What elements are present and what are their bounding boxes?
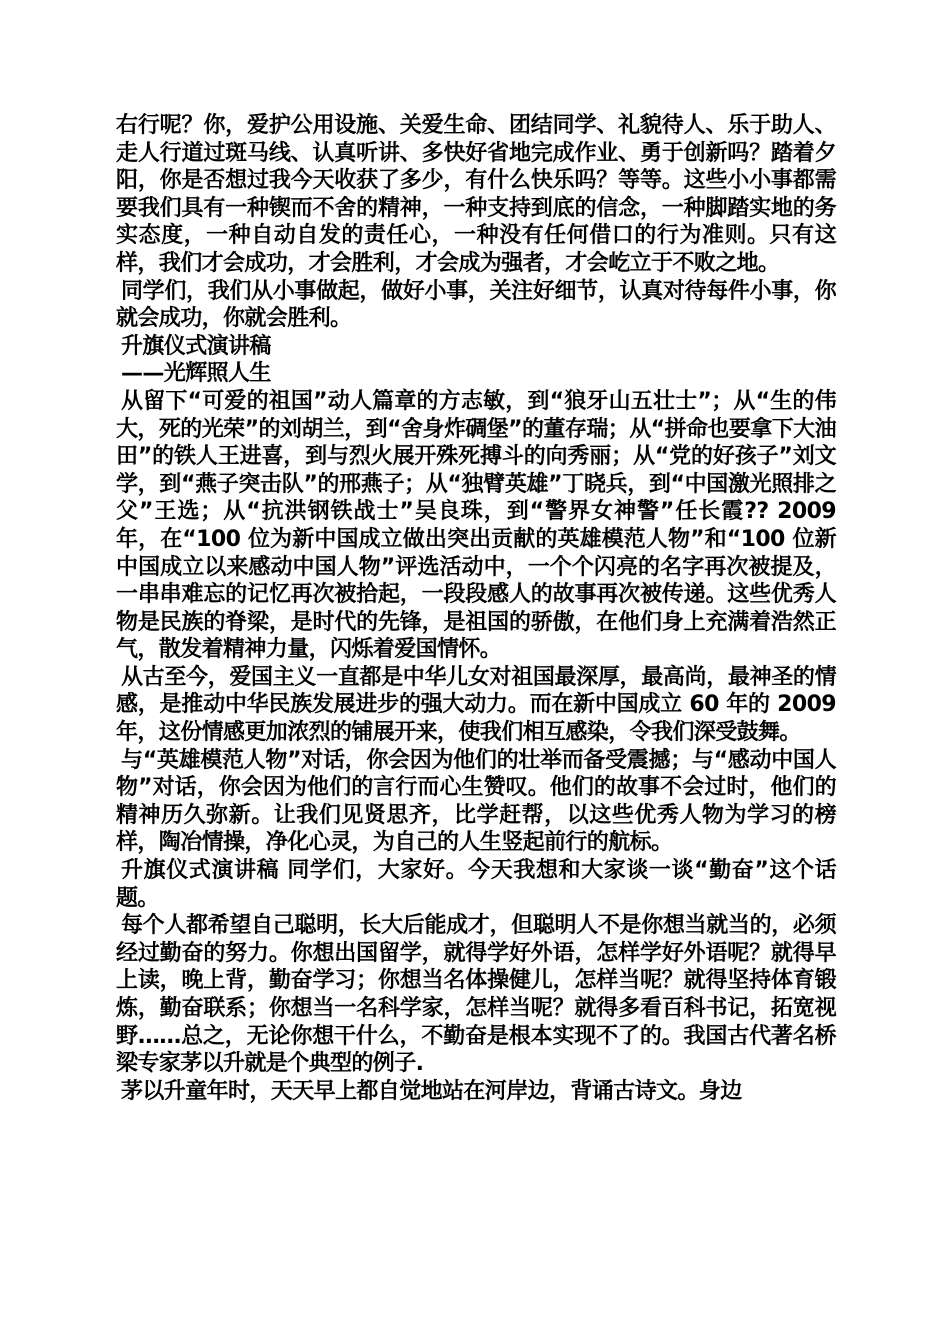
- paragraph-6: 每个人都希望自己聪明，长大后能成才，但聪明人不是你想当就当的，必须经过勤奋的努力。你想出国留学，就得学好外语，怎样学好外语呢？就得早上读，晚上背，勤奋学习；你想当名体操健儿，怎样当呢？就得坚持体育锻炼，勤奋联系；你想当一名科学家，怎样当呢？就得多看百科书记，拓宽视野……总之，无论你想干什么，不勤奋是根本实现不了的。我国古代著名桥梁专家茅以升就是个典型的例子.: [116, 913, 836, 1077]
- speech-heading-1: 升旗仪式演讲稿: [121, 333, 271, 359]
- speech-heading-2: 升旗仪式演讲稿 同学们，大家好。今天我想和大家谈一谈“勤奋”这个话题。: [116, 858, 836, 911]
- speech-subtitle: ——光辉照人生: [121, 361, 271, 387]
- paragraph-7: 茅以升童年时，天天早上都自觉地站在河岸边，背诵古诗文。身边: [121, 1078, 742, 1104]
- document-page: [116, 112, 836, 1105]
- paragraph-4: 从古至今，爱国主义一直都是中华儿女对祖国最深厚，最高尚，最神圣的情感，是推动中华民族发展进步的强大动力。而在新中国成立 60 年的 2009 年，这份情感更加浓烈的铺展开来，使我们相互感染，令我们深受鼓舞。: [116, 664, 836, 746]
- paragraph-2: 同学们，我们从小事做起，做好小事，关注好细节，认真对待每件小事，你就会成功，你就会胜利。: [116, 278, 836, 332]
- paragraph-1: 右行呢？你，爱护公用设施、关爱生命、团结同学、礼貌待人、乐于助人、走人行道过斑马线、认真听讲、多快好省地完成作业、勇于创新吗？踏着夕阳，你是否想过我今天收获了多少，有什么快乐吗？等等。这些小小事都需要我们具有一种锲而不舍的精神，一种支持到底的信念，一种脚踏实地的务实态度，一种自动自发的责任心，一种没有任何借口的行为准则。只有这样，我们才会成功，才会胜利，才会成为强者，才会屹立于不败之地。: [116, 113, 836, 276]
- paragraph-3: 从留下“可爱的祖国”动人篇章的方志敏，到“狼牙山五壮士”；从“生的伟大，死的光荣”的刘胡兰，到“舍身炸碉堡”的董存瑞；从“拼命也要拿下大油田”的铁人王进喜，到与烈火展开殊死搏斗的向秀丽；从“党的好孩子”刘文学，到“燕子突击队”的邢燕子；从“独臂英雄”丁晓兵，到“中国激光照排之父”王选；从“抗洪钢铁战士”吴良珠，到“警界女神警”任长霞?? 2009 年，在“100 位为新中国成立做出突出贡献的英雄模范人物”和“100 位新中国成立以来感动中国人物”评选活动中，一个个闪亮的名字再次被提及，一串串难忘的记忆再次被拾起，一段段感人的故事再次被传递。这些优秀人物是民族的脊梁，是时代的先锋，是祖国的骄傲，在他们身上充满着浩然正气，散发着精神力量，闪烁着爱国情怀。: [116, 388, 836, 663]
- paragraph-5: 与“英雄模范人物”对话，你会因为他们的壮举而备受震撼；与“感动中国人物”对话，你会因为他们的言行而心生赞叹。他们的故事不会过时，他们的精神历久弥新。让我们见贤思齐，比学赶帮，以这些优秀人物为学习的榜样，陶冶情操，净化心灵，为自己的人生竖起前行的航标。: [116, 747, 836, 856]
